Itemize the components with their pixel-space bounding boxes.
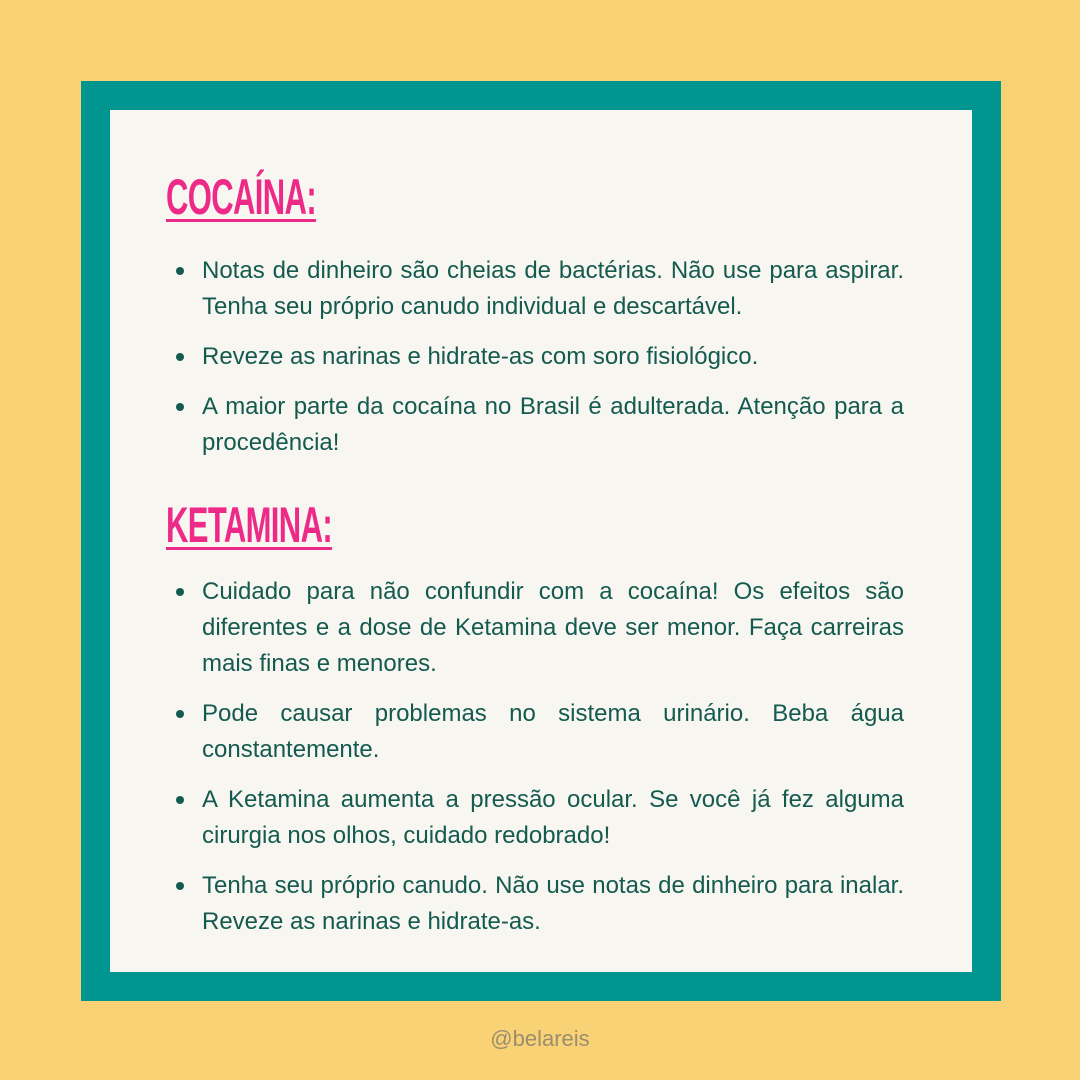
list-item — [202, 868, 904, 940]
list-item-text: Cuidado para não confundir com a cocaína! Os efeitos são diferentes e a dose de Ketamina deve ser menor. Faça carreiras mais finas e menores. — [202, 578, 904, 677]
list-item-text: A Ketamina aumenta a pressão ocular. Se você já fez alguma cirurgia nos olhos, cuidado redobrado! — [202, 786, 904, 849]
content-card — [110, 110, 972, 972]
list-item-text: Reveze as narinas e hidrate-as com soro fisiológico. — [202, 343, 759, 370]
bullet-icon — [176, 403, 184, 411]
bullet-icon — [176, 710, 184, 718]
bullet-icon — [176, 353, 184, 361]
list-item — [202, 574, 904, 682]
section-title-cocaina: COCAÍNA: — [166, 169, 317, 225]
bullet-icon — [176, 588, 184, 596]
bullet-icon — [176, 796, 184, 804]
list-item — [202, 253, 904, 325]
tips-list-ketamina — [202, 574, 904, 954]
list-item-text: Pode causar problemas no sistema urinário. Beba água constantemente. — [202, 700, 904, 763]
list-item-text: A maior parte da cocaína no Brasil é adulterada. Atenção para a procedência! — [202, 393, 904, 456]
list-item — [202, 339, 904, 375]
list-item — [202, 696, 904, 768]
tips-list-cocaina — [202, 253, 904, 475]
list-item-text: Notas de dinheiro são cheias de bactérias. Não use para aspirar. Tenha seu próprio canudo individual e descartável. — [202, 257, 904, 320]
list-item — [202, 389, 904, 461]
bullet-icon — [176, 882, 184, 890]
list-item — [202, 782, 904, 854]
bullet-icon — [176, 267, 184, 275]
list-item-text: Tenha seu próprio canudo. Não use notas de dinheiro para inalar. Reveze as narinas e hidrate-as. — [202, 872, 904, 935]
section-title-ketamina: KETAMINA: — [166, 497, 333, 553]
author-handle: @belareis — [490, 1026, 590, 1051]
